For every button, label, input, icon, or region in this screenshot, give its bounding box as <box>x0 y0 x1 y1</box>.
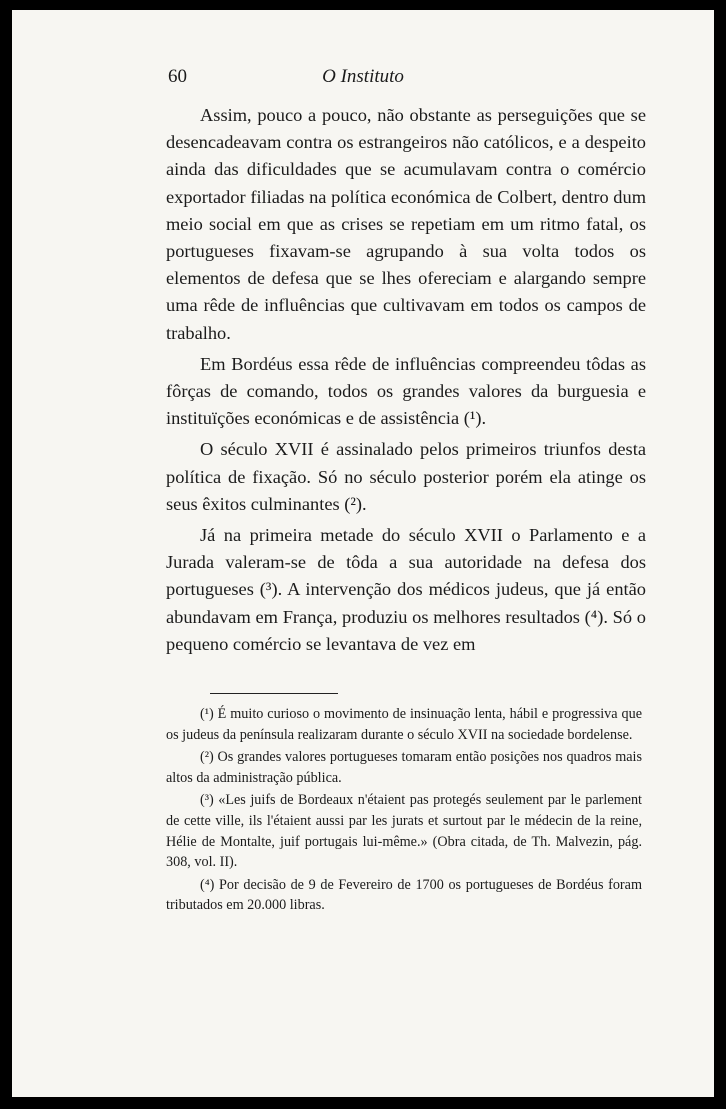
footnote-divider <box>210 693 338 694</box>
running-title: O Instituto <box>322 66 404 87</box>
footnote: (²) Os grandes valores portugueses tomaram então posições nos quadros mais altos da administração pública. <box>166 749 642 786</box>
body-paragraph: Já na primeira metade do século XVII o Parlamento e a Jurada valeram-se de tôda a sua autoridade na defesa dos portugueses (³). A intervenção dos médicos judeus, que já então abundavam em França, produziu os melhores resultados (⁴). Só o pequeno comércio se levantava de vez em <box>166 525 646 654</box>
footnotes <box>166 704 642 918</box>
book-page <box>12 10 714 1097</box>
footnote: (³) «Les juifs de Bordeaux n'étaient pas protegés seulement par le parlement de cette ville, ils l'étaient aussi par les jurats et surtout par le médecin de la reine, Hélie de Montalte, juif portugais lui-même.» (Obra citada, de Th. Malvezin, pág. 308, vol. II). <box>166 792 642 871</box>
footnote: (¹) É muito curioso o movimento de insinuação lenta, hábil e progressiva que os judeus da península realizaram durante o século XVII na sociedade bordelense. <box>166 706 642 743</box>
body-paragraph: O século XVII é assinalado pelos primeiros triunfos desta política de fixação. Só no século posterior porém ela atinge os seus êxitos culminantes (²). <box>166 439 646 514</box>
body-paragraph: Em Bordéus essa rêde de influências compreendeu tôdas as fôrças de comando, todos os grandes valores da burguesia e instituïções económicas e de assistência (¹). <box>166 353 646 429</box>
body-paragraph: Assim, pouco a pouco, não obstante as perseguições que se desencadeavam contra os estrangeiros não católicos, e a despeito ainda das dificuldades que se acumulavam contra o comércio exportador filiadas na política económica de Colbert, dentro dum meio social em que as crises se repetiam em um ritmo fatal, os portugueses fixavam-se agrupando à sua volta todos os elementos de defesa que se lhes ofereciam e alargando sempre uma rêde de influências que cultivavam em todos os campos de trabalho. <box>166 105 646 343</box>
body-text <box>166 102 646 662</box>
footnote: (⁴) Por decisão de 9 de Fevereiro de 1700 os portugueses de Bordéus foram tributados em 20.000 libras. <box>166 876 642 914</box>
page-number: 60 <box>168 66 187 87</box>
